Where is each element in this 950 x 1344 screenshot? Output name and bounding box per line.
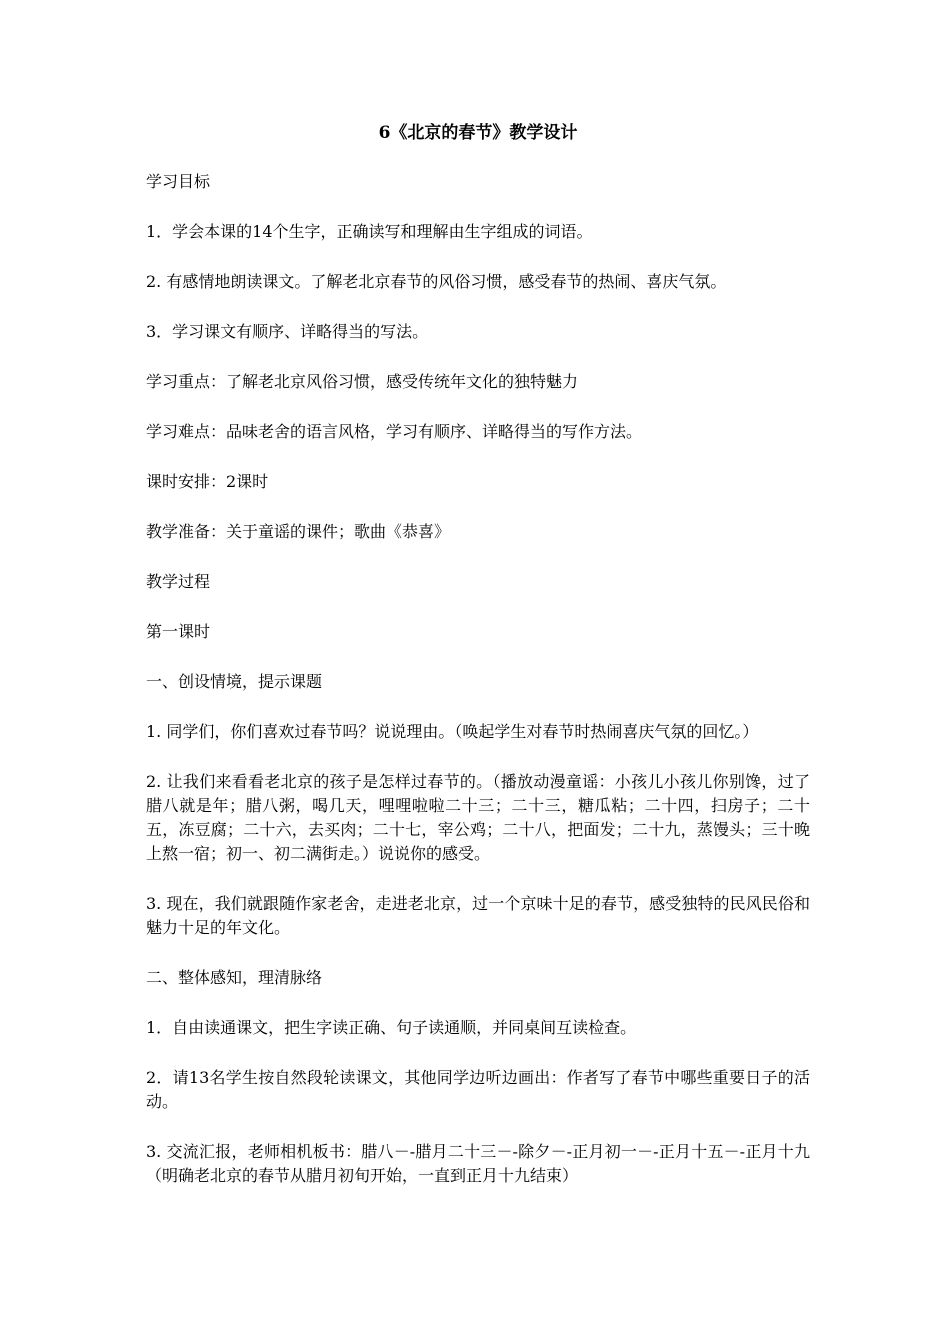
step-2-item-1: 1．自由读通课文，把生字读正确、句子读通顺，并同桌间互读检查。 [146,1018,637,1037]
document-title: 6《北京的春节》教学设计 [378,123,578,143]
step-1-item-3: 3. 现在，我们就跟随作家老舍，走进老北京，过一个京味十足的春节，感受独特的民风民俗和魅力十足的年文化。 [146,894,810,937]
document-page [146,120,810,1214]
difficult-points: 学习难点：品味老舍的语言风格，学习有顺序、详略得当的写作方法。 [146,422,643,441]
section-heading-objectives: 学习目标 [146,172,211,191]
key-points: 学习重点：了解老北京风俗习惯，感受传统年文化的独特魅力 [146,372,579,391]
lesson-heading-first: 第一课时 [146,622,211,641]
step-heading-1: 一、创设情境，提示课题 [146,672,323,691]
teaching-preparation: 教学准备：关于童谣的课件；歌曲《恭喜》 [146,522,451,541]
step-1-item-1: 1. 同学们，你们喜欢过春节吗？说说理由。（唤起学生对春节时热闹喜庆气氛的回忆。） [146,722,759,741]
step-2-item-2: 2．请13名学生按自然段轮读课文，其他同学边听边画出：作者写了春节中哪些重要日子的活动。 [146,1068,810,1111]
step-2-item-3: 3. 交流汇报，老师相机板书：腊八－-腊月二十三－-除夕－-正月初一－-正月十五－-正月十九（明确老北京的春节从腊月初旬开始，一直到正月十九结束） [146,1142,810,1185]
step-heading-2: 二、整体感知，理清脉络 [146,968,323,987]
objective-item-1: 1．学会本课的14个生字，正确读写和理解由生字组成的词语。 [146,222,593,241]
objective-item-3: 3．学习课文有顺序、详略得当的写法。 [146,322,429,341]
section-heading-process: 教学过程 [146,572,211,591]
lesson-schedule: 课时安排：2课时 [146,472,269,491]
objective-item-2: 2. 有感情地朗读课文。了解老北京春节的风俗习惯，感受春节的热闹、喜庆气氛。 [146,272,727,291]
step-1-item-2: 2. 让我们来看看老北京的孩子是怎样过春节的。（播放动漫童谣：小孩儿小孩儿你别馋，过了腊八就是年；腊八粥，喝几天，哩哩啦啦二十三；二十三，糖瓜粘；二十四，扫房子；二十五，冻豆腐；二十六，去买肉；二十七，宰公鸡；二十八，把面发；二十九，蒸馒头；三十晚上熬一宿；初一、初二满街走。）说说你的感受。 [146,772,810,863]
